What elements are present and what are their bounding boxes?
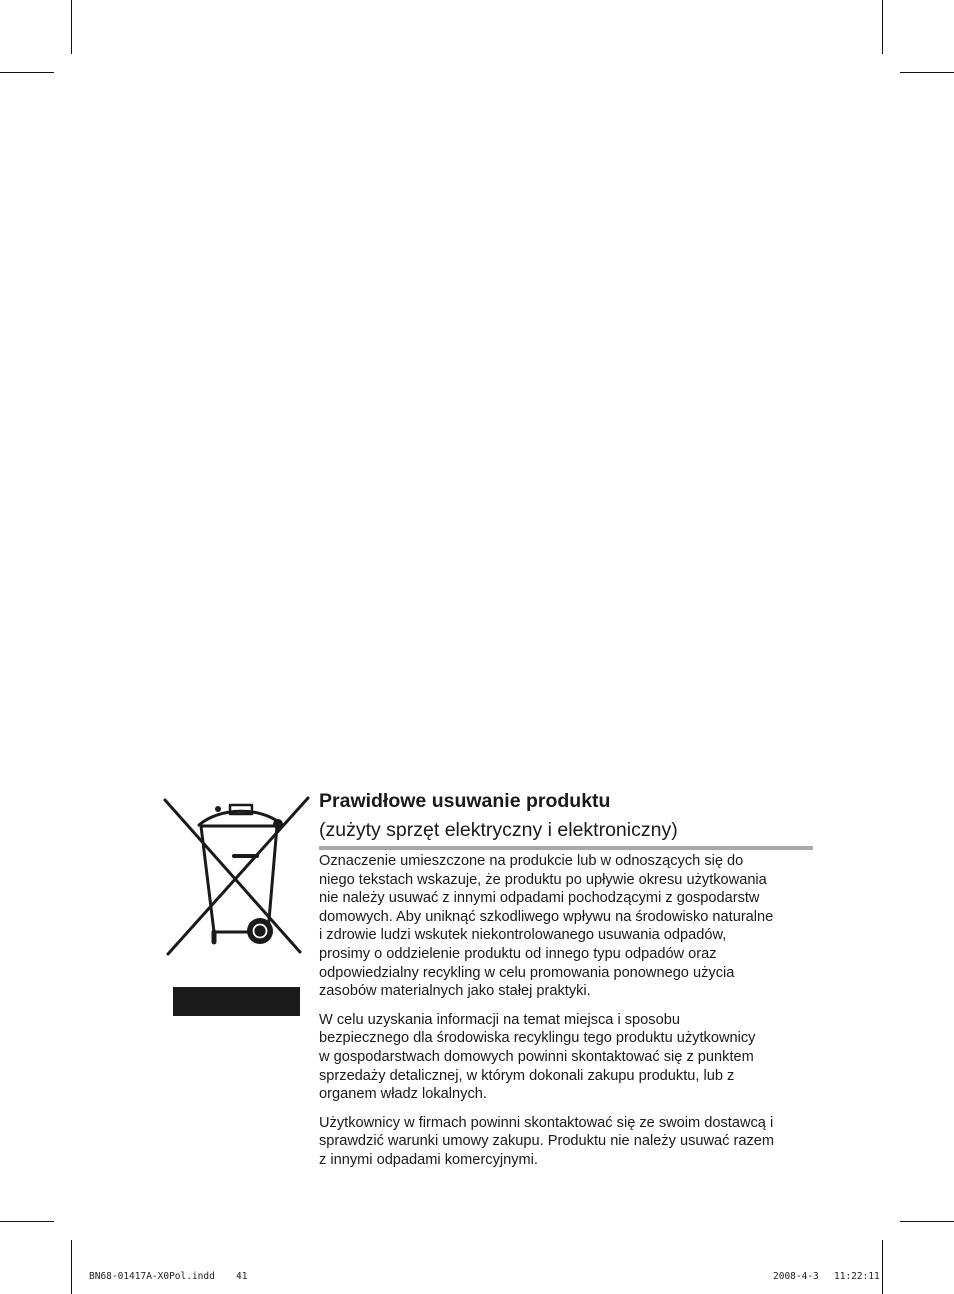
text-line: sprzedaży detalicznej, w którym dokonali zakupu produktu, lub z xyxy=(319,1067,735,1084)
footer-time: 11:22:11 xyxy=(834,1271,880,1282)
paragraph xyxy=(319,852,813,1001)
text-line: organem władz lokalnych. xyxy=(319,1086,487,1103)
crop-mark xyxy=(0,72,54,73)
crop-mark xyxy=(71,0,72,54)
crop-mark xyxy=(71,1240,72,1294)
heading-rule xyxy=(319,846,813,850)
paragraph xyxy=(319,1011,813,1104)
text-line: niego tekstach wskazuje, że produktu po upływie okresu użytkowania xyxy=(319,871,767,888)
crossed-out-wheelie-bin-icon xyxy=(160,792,312,962)
text-line: domowych. Aby uniknąć szkodliwego wpływu na środowisko naturalne xyxy=(319,908,774,925)
text-line: Użytkownicy w firmach powinni skontaktować się ze swoim dostawcą i xyxy=(319,1114,774,1131)
symbol-bar xyxy=(173,987,300,1016)
crop-mark xyxy=(900,72,954,73)
text-line: z innymi odpadami komercyjnymi. xyxy=(319,1151,538,1168)
text-line: odpowiedzialny recykling w celu promowania ponownego użycia xyxy=(319,964,735,981)
crop-mark xyxy=(0,1221,54,1222)
footer-filename: BN68-01417A-X0Pol.indd xyxy=(89,1271,215,1282)
body-text xyxy=(319,852,813,1180)
text-line: sprawdzić warunki umowy zakupu. Produktu nie należy usuwać razem xyxy=(319,1133,775,1150)
crop-mark xyxy=(900,1221,954,1222)
crop-mark xyxy=(882,0,883,54)
section-subtitle: (zużyty sprzęt elektryczny i elektroniczny) xyxy=(319,819,678,841)
text-line: zasobów materialnych jako stałej praktyki. xyxy=(319,983,591,1000)
text-line: bezpiecznego dla środowiska recyklingu tego produktu użytkownicy xyxy=(319,1030,756,1047)
text-line: i zdrowie ludzi wskutek niekontrolowanego usuwania odpadów, xyxy=(319,927,727,944)
footer-date: 2008-4-3 xyxy=(773,1271,819,1282)
text-line: W celu uzyskania informacji na temat miejsca i sposobu xyxy=(319,1011,680,1028)
text-line: Oznaczenie umieszczone na produkcie lub w odnoszących się do xyxy=(319,853,744,869)
crop-mark xyxy=(882,1240,883,1294)
text-line: w gospodarstwach domowych powinni skontaktować się z punktem xyxy=(319,1048,754,1065)
paragraph xyxy=(319,1114,813,1170)
text-line: prosimy o oddzielenie produktu od innego typu odpadów oraz xyxy=(319,945,717,962)
footer-page-number: 41 xyxy=(236,1271,248,1282)
text-line: nie należy usuwać z innymi odpadami pochodzącymi z gospodarstw xyxy=(319,890,760,907)
section-title: Prawidłowe usuwanie produktu xyxy=(319,790,611,812)
